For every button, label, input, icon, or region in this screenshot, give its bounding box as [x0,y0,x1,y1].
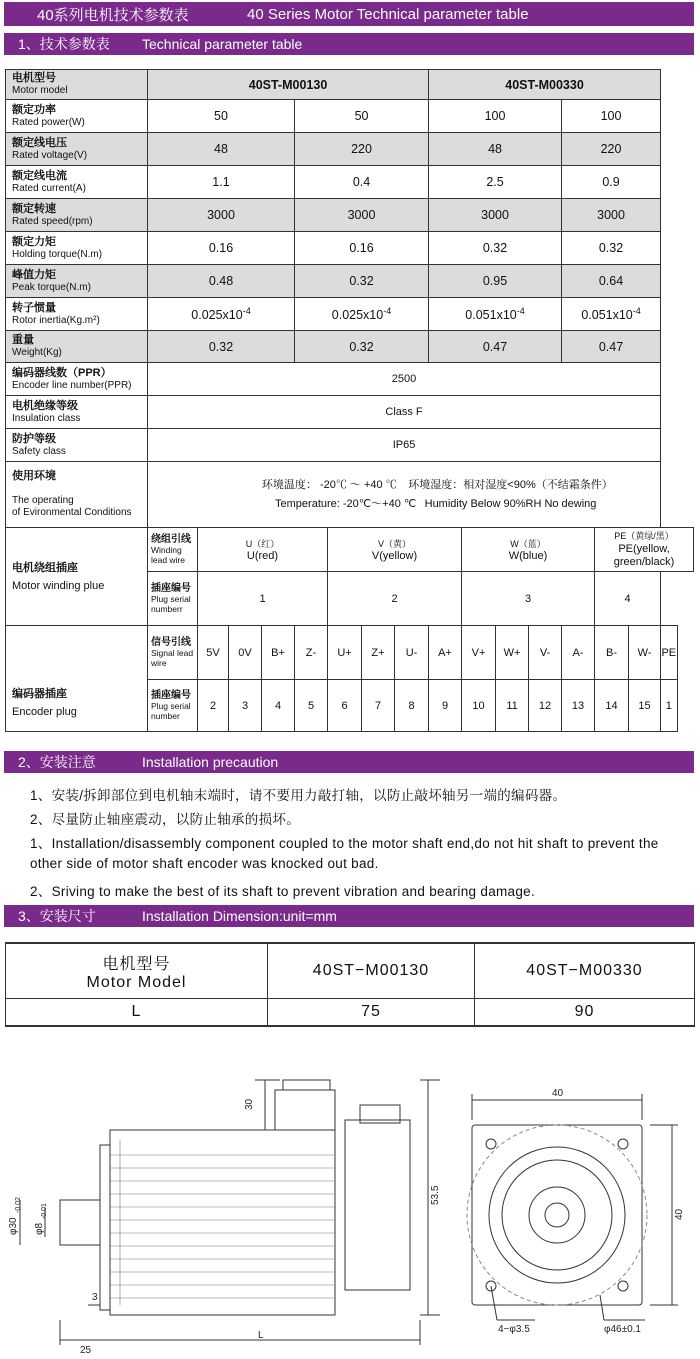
shaft [60,1200,100,1245]
precaution-line: 2、Sriving to make the best of its shaft to prevent vibration and bearing damage. [30,884,536,899]
cell: Class F [148,396,661,429]
section-1-header [4,33,694,55]
encoder-number-row: 插座编号 Plug serial number 2 3 4 5 6 7 8 9 10 11 12 13 14 15 1 [6,680,694,732]
title-en: 40 Series Motor Technical parameter table [247,5,529,23]
label-en: Motor model [12,85,68,96]
dimension-row [6,999,695,1027]
svg-text:φ8: φ8 [34,1222,45,1235]
section-1-title: Technical parameter table [142,36,303,52]
winding-plug-row: 插座编号 Plug serial numberr 1 2 3 4 [6,572,694,626]
side-view [20,1080,440,1345]
param-row: 额定转速 Rated speed(rpm) 3000 3000 3000 3000 [6,199,694,232]
cell: 0.32 [148,331,295,363]
dim-L: L [258,1330,264,1341]
svg-text:φ30: φ30 [8,1217,19,1235]
dim-model-1: 40ST−M00130 [268,943,475,999]
cell: 3000 [295,199,429,232]
label-cn: 电机型号 [12,72,56,84]
param-row: 额定功率 Rated power(W) 50 50 100 100 [6,100,694,133]
winding-wire-row: 电机绕组插座 Motor winding plue 绕组引线 Winding lead wire U（红） U(red) V（黄） V(yellow) W（蓝） W(blue) PE（黄绿/黑） PE(yellow, green/black) [6,528,694,572]
cell: 0.47 [562,331,661,363]
cell: 48 [429,133,562,166]
encoder-signal-row: 编码器插座 Encoder plug 信号引线 Signal lead wire 5V 0V B+ Z- U+ Z+ U- A+ V+ W+ V- A- B- W- PE [6,626,694,680]
model-1: 40ST-M00130 [148,70,429,100]
cell: PE（黄绿/黑） PE(yellow, green/black) [595,528,694,572]
cell: U（红） U(red) [198,528,328,572]
cell: $0.025x10^{-4}$ [295,298,429,331]
connector-1 [275,1090,335,1130]
precaution-line: 1、Installation/disassembly component coupled to the motor shaft end,do not hit shaft to prevent the [30,836,659,851]
dim-30: 30 [244,1098,255,1110]
param-row: 额定线电压 Rated voltage(V) 48 220 48 220 [6,133,694,166]
section-2-header [4,751,694,773]
inertia-row: 转子惯量 Rotor inertia(Kg.m²) $0.025x10^{-4}$ $0.025x10^{-4}$ $0.051x10^{-4}$ $0.051x10^{-4}$ [6,298,694,331]
environment-text: 环境温度： -20℃ ～ +40 ℃ 环境湿度：相对湿度<90%（不结霜条件） Temperature: -20℃～+40 ℃ Humidity Below 90%RH No dewing [148,462,661,528]
dimension-table [5,942,695,1027]
flange-square [472,1125,642,1305]
cell: $0.051x10^{-4}$ [429,298,562,331]
shaft-circle [545,1203,569,1227]
cell: 0.32 [295,265,429,298]
cell: 0.64 [562,265,661,298]
holes-label: 4−φ3.5 [498,1324,530,1335]
dim-25: 25 [80,1345,92,1355]
dim-3: 3 [92,1292,98,1303]
model-row [6,70,694,100]
dim-model-2: 40ST−M00330 [475,943,695,999]
section-1-number: 1、技术参数表 [18,36,110,52]
dim-row-label: L [6,999,268,1027]
cell: 220 [562,133,661,166]
cell: 0.47 [429,331,562,363]
title-cn: 40系列电机技术参数表 [37,6,189,24]
cell: $0.025x10^{-4}$ [148,298,295,331]
parameter-table [5,69,694,732]
cell: 0.9 [562,166,661,199]
cell: 3000 [562,199,661,232]
precaution-line: 1、安装/拆卸部位到电机轴末端时，请不要用力敲打轴，以防止敲坏轴另一端的编码器。 [30,788,567,803]
section-2-number: 2、安装注意 [18,754,96,770]
dim-head-cn: 电机型号 [102,955,171,973]
param-row: 额定线电流 Rated current(A) 1.1 0.4 2.5 0.9 [6,166,694,199]
width-40: 40 [552,1088,564,1099]
cell: 48 [148,133,295,166]
cell: $0.051x10^{-4}$ [562,298,661,331]
param-row: 峰值力矩 Peak torque(N.m) 0.48 0.32 0.95 0.64 [6,265,694,298]
model-2: 40ST-M00330 [429,70,661,100]
dim-53-5: 53.5 [430,1185,441,1205]
cell: 0.16 [148,232,295,265]
cell: 220 [295,133,429,166]
height-40: 40 [674,1208,685,1220]
cell: 50 [295,100,429,133]
dim-value-1: 75 [268,999,475,1027]
cell: 2.5 [429,166,562,199]
cell: 1.1 [148,166,295,199]
body-circle [489,1147,625,1283]
cell: IP65 [148,429,661,462]
safety-row: 防护等级 Safety class IP65 [6,429,694,462]
section-3-number: 3、安装尺寸 [18,908,96,924]
cell: 0.32 [295,331,429,363]
precaution-line: other side of motor shaft encoder was knocked out bad. [30,856,379,871]
cell: 100 [429,100,562,133]
cell: 100 [562,100,661,133]
dimension-header-row [6,943,695,999]
pcd-label: φ46±0.1 [604,1324,641,1335]
svg-text:-0.02: -0.02 [15,1197,22,1213]
cell: 0.4 [295,166,429,199]
cell: 3000 [148,199,295,232]
front-view [467,1094,678,1320]
shaft-dia-2 [34,1203,48,1235]
encoder-cap [345,1120,410,1290]
section-2-title: Installation precaution [142,754,279,770]
dim-head-en: Motor Model [86,973,187,991]
cell: 0.48 [148,265,295,298]
cell: V（黄） V(yellow) [328,528,462,572]
precaution-line: 2、尽量防止轴座震动，以防止轴承的损坏。 [30,812,301,827]
cell: 0.32 [429,232,562,265]
cell: 2500 [148,363,661,396]
cell: 0.95 [429,265,562,298]
encoder-row: 编码器线数（PPR） Encoder line number(PPR) 2500 [6,363,694,396]
weight-row: 重量 Weight(Kg) 0.32 0.32 0.47 0.47 [6,331,694,363]
cell: 50 [148,100,295,133]
title-bar [4,2,694,26]
environment-row: 使用环境 The operating of Evironmental Conditions 环境温度： -20℃ ～ +40 ℃ 环境湿度：相对湿度<90%（不结霜条件） Temperature: -20℃～+40 ℃ Humidity Below 90%RH No dewing [6,462,694,528]
section-3-header [4,905,694,927]
cell: 3000 [429,199,562,232]
motor-body-outline [110,1130,335,1315]
cell: 0.32 [562,232,661,265]
fin-lines [110,1140,335,1305]
dimension-drawing [0,1050,700,1355]
insulation-row: 电机绝缘等级 Insulation class Class F [6,396,694,429]
section-3-title: Installation Dimension:unit=mm [142,908,337,924]
cell: 0.16 [295,232,429,265]
param-row: 额定力矩 Holding torque(N.m) 0.16 0.16 0.32 0.32 [6,232,694,265]
dim-value-2: 90 [475,999,695,1027]
svg-text:-0.01: -0.01 [41,1203,48,1219]
cell: W（蓝） W(blue) [462,528,595,572]
